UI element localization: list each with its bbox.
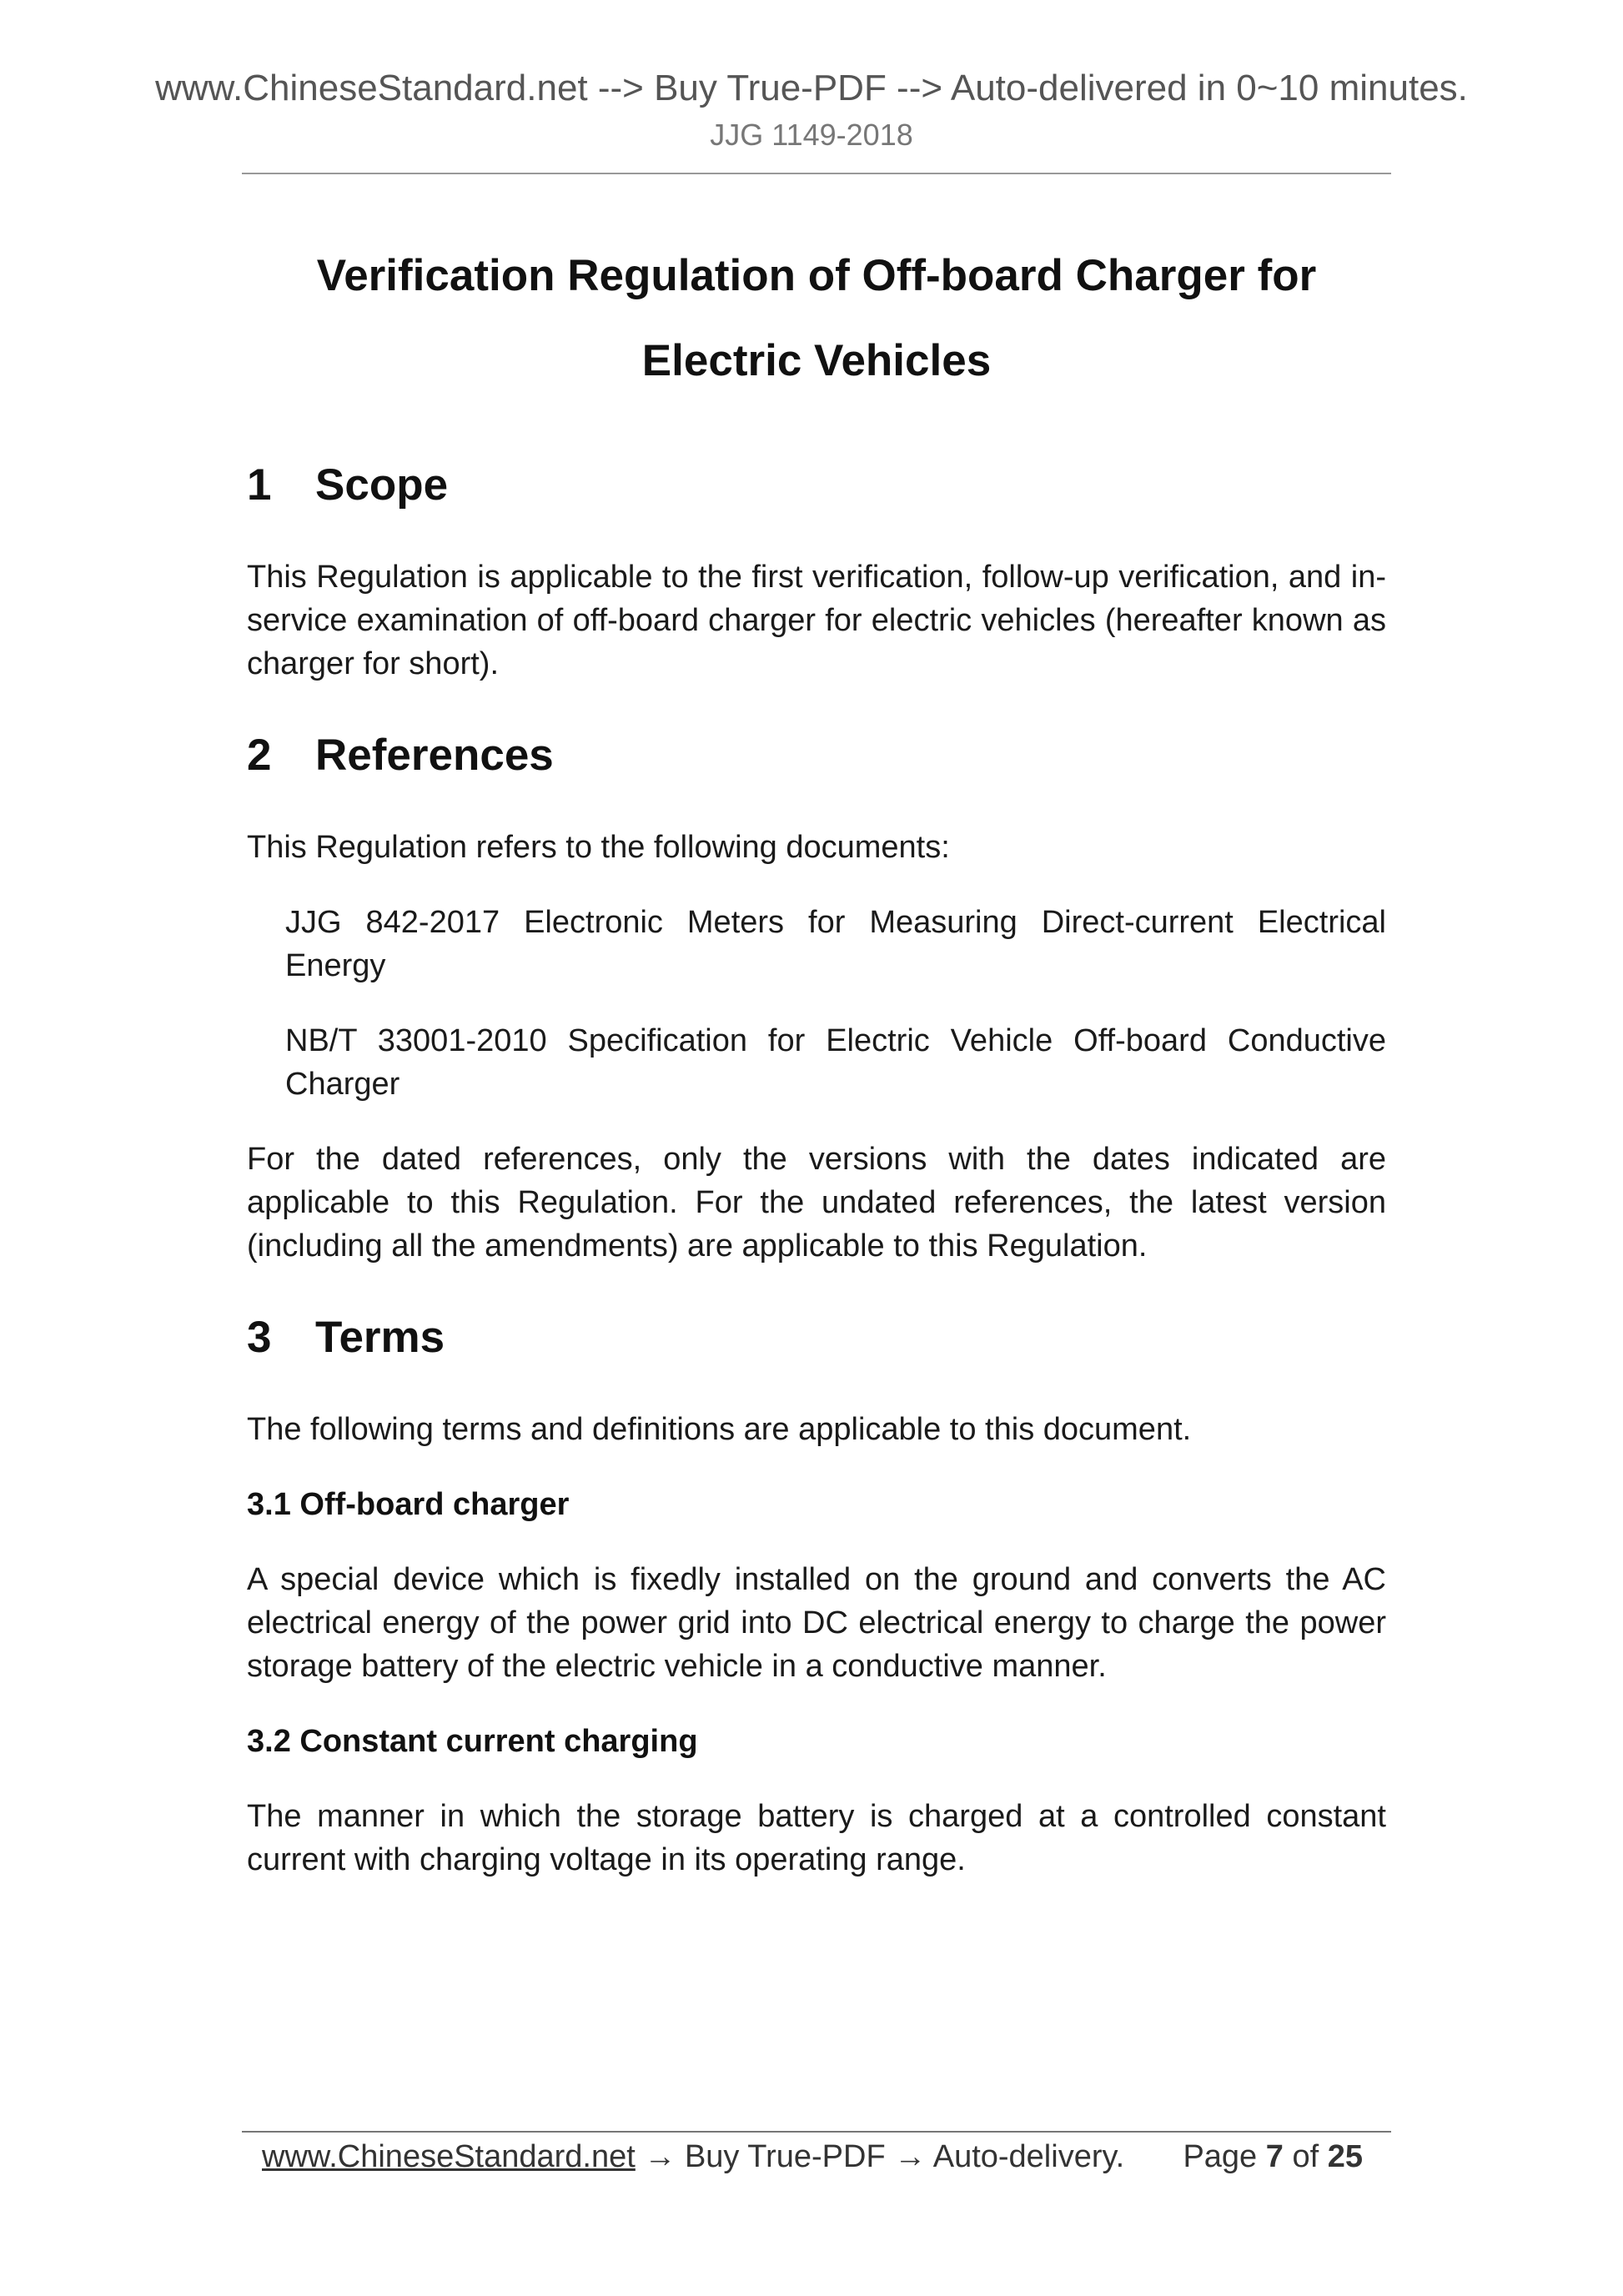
document-code: JJG 1149-2018	[710, 118, 913, 152]
section-number: 2	[247, 731, 272, 780]
section-heading-scope	[247, 459, 1386, 512]
document-title-line-1: Verification Regulation of Off-board Charger for	[316, 251, 1317, 300]
document-title-line-2: Electric Vehicles	[641, 336, 992, 385]
section-heading-references	[247, 729, 1386, 782]
reference-item: JJG 842-2017 Electronic Meters for Measuring Direct-current Electrical Energy	[285, 905, 1386, 983]
terms-intro: The following terms and definitions are applicable to this document.	[247, 1412, 1192, 1447]
arrow-icon: →	[894, 2139, 927, 2174]
term-heading-constant-current-charging: 3.2 Constant current charging	[247, 1724, 698, 1759]
term-definition-constant-current-charging: The manner in which the storage battery is charged at a controlled constant current with charging voltage in its operating range.	[247, 1799, 1386, 1877]
references-intro: This Regulation refers to the following documents:	[247, 830, 950, 865]
header-divider	[242, 173, 1391, 174]
scope-paragraph: This Regulation is applicable to the first verification, follow-up verification, and in-service examination of off-board charger for electric vehicles (hereafter known as charger for short).	[247, 560, 1386, 681]
footer-left	[262, 2135, 1124, 2178]
section-heading-terms	[247, 1311, 1386, 1364]
page-indicator	[1183, 2135, 1363, 2178]
references-note: For the dated references, only the versions with the dates indicated are applicable to this Regulation. For the undated references, the latest version (including all the amendments) are applicable to this Regulation.	[247, 1142, 1386, 1264]
footer-buy-text: Buy True-PDF	[684, 2139, 886, 2174]
section-title: Scope	[315, 460, 449, 510]
term-definition-off-board-charger: A special device which is fixedly installed on the ground and converts the AC electrical energy of the power grid into DC electrical energy to charge the power storage battery of the electric vehicle in a conductive manner.	[247, 1562, 1386, 1684]
page-label: Page	[1183, 2139, 1258, 2174]
section-title: References	[315, 731, 554, 780]
document-title	[247, 234, 1386, 404]
footer-divider	[242, 2131, 1391, 2133]
section-number: 3	[247, 1313, 272, 1362]
page-total: 25	[1327, 2139, 1363, 2174]
of-label: of	[1292, 2139, 1319, 2174]
footer-site-link[interactable]: www.ChineseStandard.net	[262, 2139, 636, 2174]
arrow-icon: →	[644, 2139, 676, 2174]
page-current: 7	[1265, 2139, 1284, 2174]
footer-delivery-text: Auto-delivery.	[932, 2139, 1125, 2174]
term-heading-off-board-charger: 3.1 Off-board charger	[247, 1487, 570, 1522]
reference-item: NB/T 33001-2010 Specification for Electric Vehicle Off-board Conductive Charger	[285, 1023, 1386, 1102]
header-banner: www.ChineseStandard.net --> Buy True-PDF --> Auto-delivered in 0~10 minutes.	[155, 68, 1468, 108]
page-content	[247, 234, 1386, 1882]
section-number: 1	[247, 460, 272, 510]
section-title: Terms	[315, 1313, 445, 1362]
